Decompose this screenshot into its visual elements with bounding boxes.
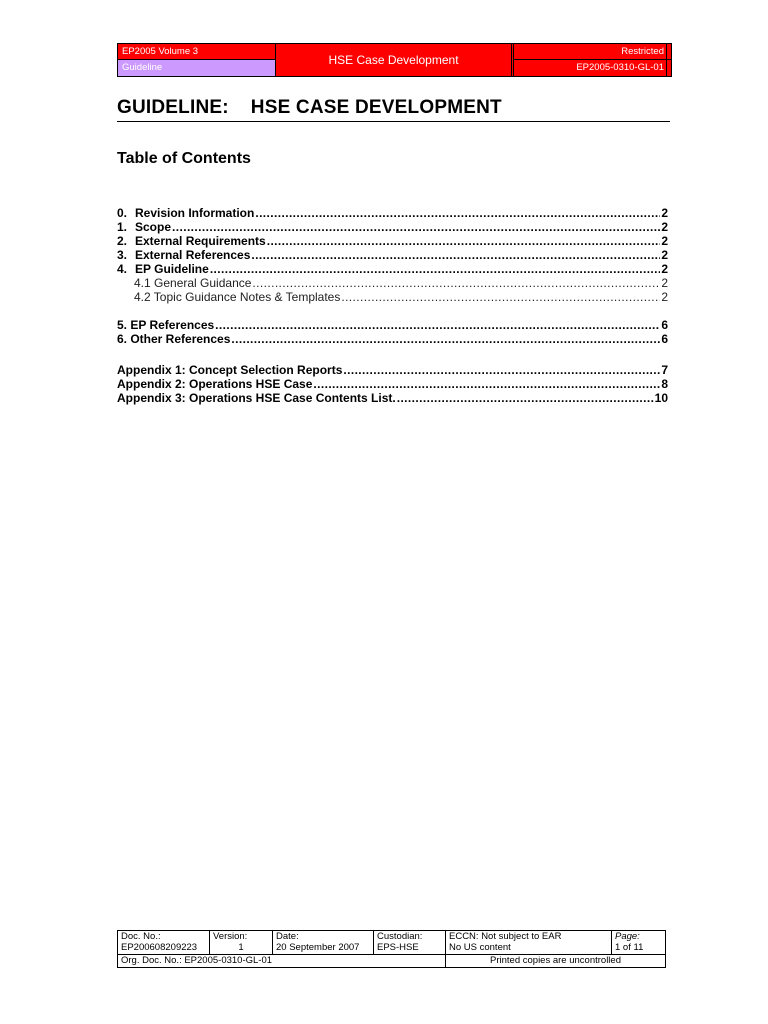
toc-entry-page: 10 bbox=[654, 391, 668, 405]
toc-leader-dots bbox=[210, 262, 661, 276]
toc-entry-page: 2 bbox=[661, 248, 668, 262]
footer-date: 20 September 2007 bbox=[276, 942, 360, 953]
footer-eccn: ECCN: Not subject to EAR bbox=[449, 931, 562, 942]
toc-entry[interactable] bbox=[117, 377, 668, 391]
footer-us-content: No US content bbox=[449, 942, 511, 953]
footer-doc-no: EP200608209223 bbox=[121, 942, 198, 953]
toc-entry-number: 4. bbox=[117, 262, 128, 276]
footer-version-label: Version: bbox=[213, 931, 248, 942]
toc-entry-page: 2 bbox=[661, 276, 668, 290]
toc-entry-page: 8 bbox=[661, 377, 668, 391]
footer-page-label: Page: bbox=[615, 931, 640, 942]
toc-entry[interactable] bbox=[117, 234, 668, 248]
footer-doc-no-cell bbox=[118, 931, 210, 955]
toc-entry-label: 6. Other References bbox=[117, 332, 231, 346]
toc-leader-dots bbox=[255, 206, 660, 220]
document-header bbox=[117, 43, 672, 77]
toc-entry[interactable] bbox=[117, 363, 668, 377]
footer-version: 1 bbox=[238, 942, 244, 953]
toc-entry-label: Appendix 2: Operations HSE Case bbox=[117, 377, 313, 391]
toc-entry-page: 2 bbox=[661, 206, 668, 220]
toc-entry[interactable] bbox=[117, 220, 668, 234]
toc-entry-page: 2 bbox=[661, 262, 668, 276]
toc-leader-dots bbox=[215, 318, 660, 332]
toc-entry-label: Revision Information bbox=[135, 206, 255, 220]
title-text: HSE CASE DEVELOPMENT bbox=[250, 97, 502, 118]
footer-custodian: EPS-HSE bbox=[377, 942, 419, 953]
toc-entry-label: External References bbox=[135, 248, 251, 262]
toc-entry[interactable] bbox=[117, 332, 668, 346]
header-doc-type: Guideline bbox=[118, 60, 275, 76]
toc-entry[interactable] bbox=[117, 318, 668, 332]
header-doc-code: EP2005-0310-GL-01 bbox=[513, 60, 671, 76]
document-footer bbox=[117, 930, 666, 968]
toc-entry[interactable] bbox=[117, 391, 668, 405]
toc-heading: Table of Contents bbox=[117, 150, 251, 167]
header-title: HSE Case Development bbox=[276, 44, 512, 76]
header-classification: Restricted bbox=[513, 44, 671, 60]
toc-leader-dots bbox=[341, 290, 660, 304]
toc-leader-dots bbox=[172, 220, 660, 234]
header-left-block bbox=[118, 44, 276, 76]
toc-entry[interactable] bbox=[117, 262, 668, 276]
toc-entry-page: 2 bbox=[661, 220, 668, 234]
footer-doc-no-label: Doc. No.: bbox=[121, 931, 161, 942]
footer-page-cell bbox=[612, 931, 666, 955]
toc-subentry[interactable] bbox=[117, 290, 668, 304]
toc-entry-label: 4.1 General Guidance bbox=[134, 276, 252, 290]
toc-leader-dots bbox=[267, 234, 661, 248]
toc-entry-page: 6 bbox=[661, 332, 668, 346]
toc-entry-label: EP Guideline bbox=[135, 262, 209, 276]
toc-entry-number: 2. bbox=[117, 234, 128, 248]
toc-entry-label: Appendix 3: Operations HSE Case Contents List. bbox=[117, 391, 396, 405]
footer-org-doc-no: Org. Doc. No.: EP2005-0310-GL-01 bbox=[118, 955, 446, 968]
toc-entry-number: 0. bbox=[117, 206, 128, 220]
footer-page: 1 of 11 bbox=[615, 942, 644, 953]
title-prefix: GUIDELINE: bbox=[117, 97, 229, 118]
toc-entry-number: 3. bbox=[117, 248, 128, 262]
toc-leader-dots bbox=[313, 377, 660, 391]
header-volume: EP2005 Volume 3 bbox=[118, 44, 275, 60]
footer-custodian-label: Custodian: bbox=[377, 931, 423, 942]
toc-entry-label: 4.2 Topic Guidance Notes & Templates bbox=[134, 290, 341, 304]
toc-entry[interactable] bbox=[117, 248, 668, 262]
footer-eccn-cell bbox=[446, 931, 612, 955]
toc-entry-label: Scope bbox=[135, 220, 172, 234]
page-title bbox=[117, 97, 670, 122]
footer-date-label: Date: bbox=[276, 931, 299, 942]
footer-custodian-cell bbox=[374, 931, 446, 955]
toc-entry-label: 5. EP References bbox=[117, 318, 215, 332]
toc-entry[interactable] bbox=[117, 206, 668, 220]
toc-leader-dots bbox=[231, 332, 660, 346]
toc-leader-dots bbox=[252, 276, 660, 290]
toc-entry-page: 6 bbox=[661, 318, 668, 332]
toc-entry-page: 2 bbox=[661, 290, 668, 304]
toc-leader-dots bbox=[251, 248, 660, 262]
footer-printed-note: Printed copies are uncontrolled bbox=[446, 955, 666, 968]
toc-subentry[interactable] bbox=[117, 276, 668, 290]
footer-version-cell bbox=[210, 931, 273, 955]
footer-date-cell bbox=[273, 931, 374, 955]
toc-entry-number: 1. bbox=[117, 220, 128, 234]
toc-entry-page: 7 bbox=[661, 363, 668, 377]
toc-entry-page: 2 bbox=[661, 234, 668, 248]
toc-entry-label: External Requirements bbox=[135, 234, 266, 248]
toc-leader-dots bbox=[397, 391, 654, 405]
toc-leader-dots bbox=[343, 363, 660, 377]
toc-entry-label: Appendix 1: Concept Selection Reports bbox=[117, 363, 343, 377]
